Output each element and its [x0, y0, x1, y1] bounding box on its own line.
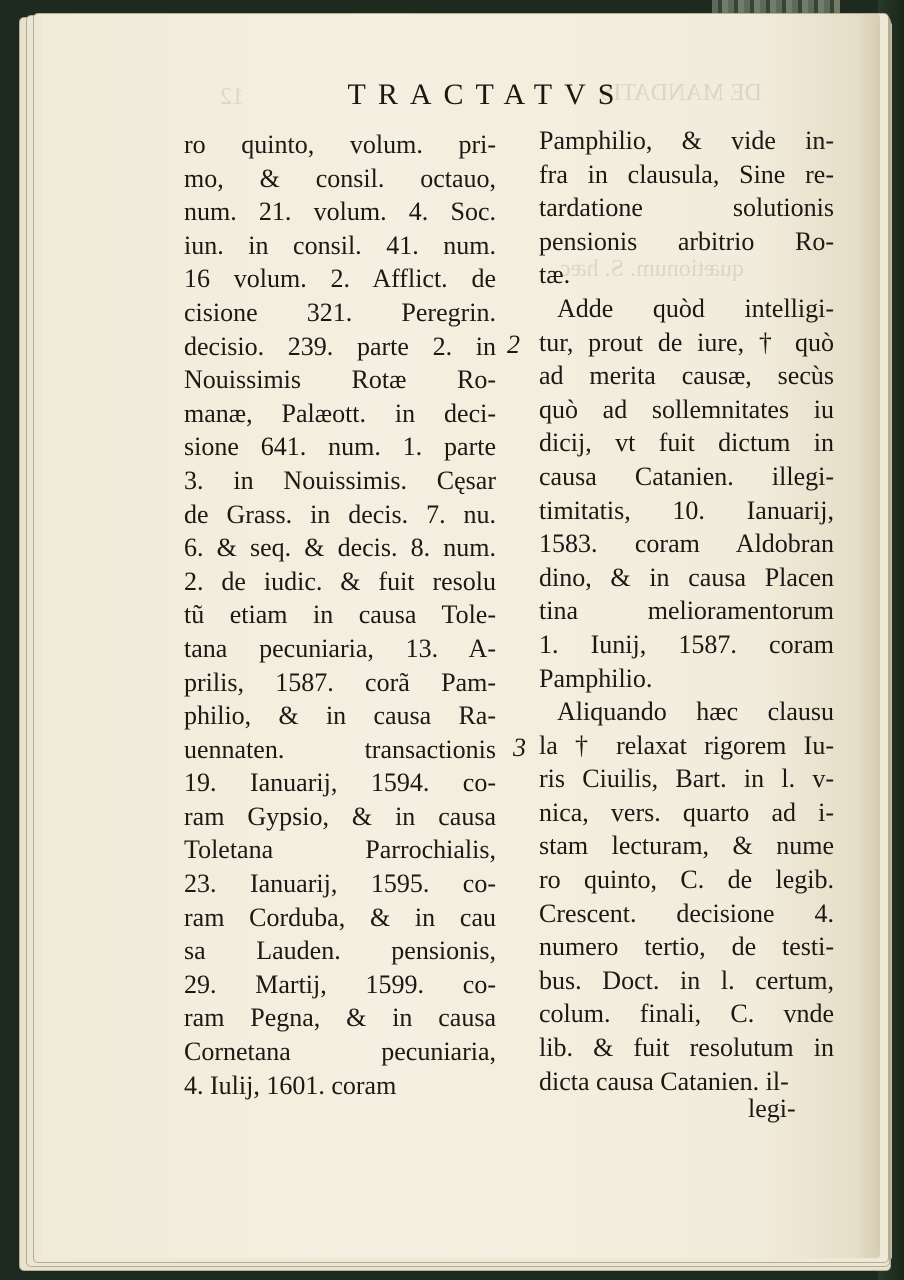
text-line: Toletana Parrochialis,	[184, 835, 496, 865]
show-through-text: DE MANDATIS	[600, 80, 762, 106]
text-line: tũ etiam in causa Tole-	[184, 600, 496, 630]
text-line: ram Corduba, & in cau	[184, 902, 496, 932]
text-line: ram Gypsio, & in causa	[184, 801, 496, 831]
text-line: 6. & seq. & decis. 8. num.	[184, 533, 496, 563]
text-line: colum. finali, C. vnde	[539, 999, 834, 1029]
text-line: la † relaxat rigorem Iu-	[539, 730, 834, 760]
text-line: Adde quòd intelligi-	[557, 293, 834, 323]
text-line: pensionis arbitrio Ro-	[539, 226, 834, 256]
left-text-column	[184, 128, 496, 1102]
text-line: cisione 321. Peregrin.	[184, 297, 496, 327]
text-line: lib. & fuit resolutum in	[539, 1033, 834, 1063]
text-line: numero tertio, de testi-	[539, 932, 834, 962]
text-line: bus. Doct. in l. certum,	[539, 965, 834, 995]
text-line: 16 volum. 2. Afflict. de	[184, 264, 496, 294]
text-line: iun. in consil. 41. num.	[184, 230, 496, 260]
text-line: ad merita causæ, secùs	[539, 361, 834, 391]
text-line: manæ, Palæott. in deci-	[184, 398, 496, 428]
text-line: uennaten. transactionis	[184, 734, 496, 764]
text-line: dino, & in causa Placen	[539, 562, 834, 592]
text-line: causa Catanien. illegi-	[539, 461, 834, 491]
text-line: Pamphilio.	[539, 663, 653, 693]
text-line: ram Pegna, & in causa	[184, 1003, 496, 1033]
text-line: 2. de iudic. & fuit resolu	[184, 566, 496, 596]
text-line: num. 21. volum. 4. Soc.	[184, 197, 496, 227]
marginal-number: 2	[507, 330, 520, 359]
text-line: Nouissimis Rotæ Ro-	[184, 365, 496, 395]
text-line: 29. Martij, 1599. co-	[184, 969, 496, 999]
text-line: mo, & consil. octauo,	[184, 163, 496, 193]
text-line: 4. Iulij, 1601. coram	[184, 1070, 397, 1100]
text-line: sione 641. num. 1. parte	[184, 432, 496, 462]
text-line: Aliquando hæc clausu	[557, 697, 834, 727]
text-line: stam lecturam, & nume	[539, 831, 834, 861]
text-line: tæ.	[539, 260, 571, 290]
text-line: nica, vers. quarto ad i-	[539, 797, 834, 827]
text-line: tur, prout de iure, † quò	[539, 327, 834, 357]
text-line: Pamphilio, & vide in-	[539, 126, 834, 155]
text-line: sa Lauden. pensionis,	[184, 936, 496, 966]
text-line: dicij, vt fuit dictum in	[539, 428, 834, 458]
text-line: quò ad sollemnitates iu	[539, 394, 834, 424]
text-line: philio, & in causa Ra-	[184, 701, 496, 731]
text-line: 1. Iunij, 1587. coram	[539, 629, 834, 659]
text-line: 19. Ianuarij, 1594. co-	[184, 768, 496, 798]
right-text-column	[539, 124, 834, 1098]
text-line: prilis, 1587. corã Pam-	[184, 667, 496, 697]
text-line: ro quinto, C. de legib.	[539, 865, 834, 895]
text-line: tardatione solutionis	[539, 193, 834, 223]
text-line: de Grass. in decis. 7. nu.	[184, 499, 496, 529]
text-line: 1583. coram Aldobran	[539, 529, 834, 559]
marginal-number: 3	[513, 733, 526, 762]
text-line: timitatis, 10. Ianuarij,	[539, 495, 834, 525]
text-line: Cornetana pecuniaria,	[184, 1037, 496, 1067]
text-line: ro quinto, volum. pri-	[184, 130, 496, 159]
binding-ornament	[712, 0, 840, 14]
text-line: dicta causa Catanien. il-	[539, 1066, 789, 1096]
text-line: ris Ciuilis, Bart. in l. v-	[539, 764, 834, 794]
text-line: tana pecuniaria, 13. A-	[184, 633, 496, 663]
catchword: legi-	[748, 1094, 796, 1123]
text-line: 3. in Nouissimis. Cęsar	[184, 465, 496, 495]
text-line: fra in clausula, Sine re-	[539, 159, 834, 189]
text-line: Crescent. decisione 4.	[539, 898, 834, 928]
text-line: tina melioramentorum	[539, 596, 834, 626]
show-through-text: quætionum. S. hæc	[560, 256, 745, 282]
show-through-text: 12	[220, 84, 244, 110]
text-line: decisio. 239. parte 2. in	[184, 331, 496, 361]
running-head: TRACTATVS	[347, 78, 627, 111]
text-line: 23. Ianuarij, 1595. co-	[184, 869, 496, 899]
